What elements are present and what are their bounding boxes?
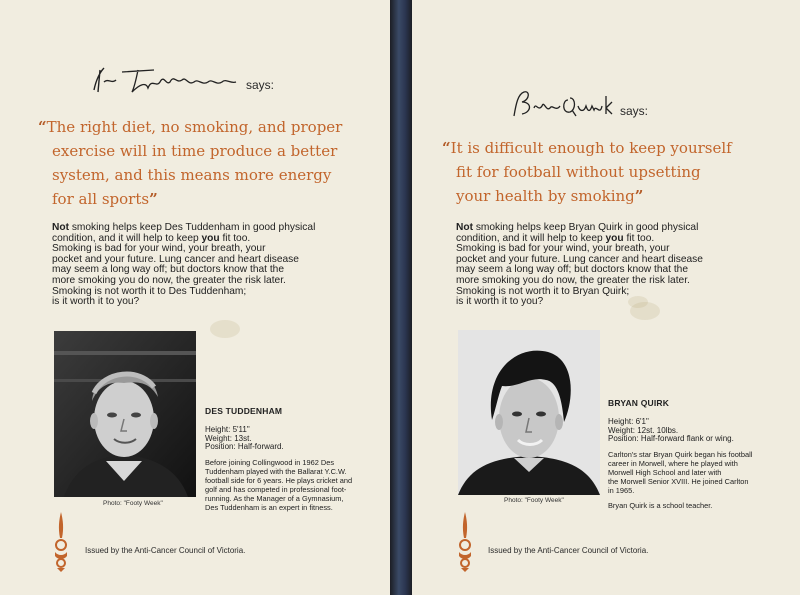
- open-quote-mark: “: [442, 139, 451, 157]
- paper-stain: [210, 320, 240, 338]
- body-line: more smoking you do now, the greater the risk later.: [52, 274, 286, 286]
- body-line: condition, and it will help to keep: [52, 232, 202, 244]
- player-occupation: Bryan Quirk is a school teacher.: [608, 500, 713, 510]
- body-line: is it worth it to you?: [456, 296, 544, 308]
- player-height: Height: 6'1": [608, 417, 649, 426]
- body-line: Smoking is bad for your wind, your breath, your: [456, 243, 670, 255]
- body-line: may seem a long way off; but doctors know that the: [456, 264, 688, 276]
- body-line: fit too.: [219, 232, 251, 244]
- history-line: football side for 6 years. He plays cricket and: [205, 475, 353, 485]
- history-line: Des Tuddenham is an expert in fitness.: [205, 502, 333, 512]
- des-tuddenham-card: [0, 0, 390, 595]
- open-quote-mark: “: [38, 118, 47, 136]
- quote-line: The right diet, no smoking, and proper: [46, 118, 343, 136]
- history-line: Before joining Collingwood in 1962 Des: [205, 457, 335, 467]
- body-bold-word: Not: [456, 222, 473, 233]
- player-bio: [205, 406, 385, 512]
- body-line: pocket and your future. Lung cancer and heart disease: [52, 253, 299, 265]
- issuer-text: Issued by the Anti-Cancer Council of Victoria.: [488, 546, 649, 555]
- body-line: condition, and it will help to keep: [456, 232, 606, 244]
- body-line: pocket and your future. Lung cancer and heart disease: [456, 253, 703, 265]
- body-bold-word: Not: [52, 222, 69, 233]
- quote-line: It is difficult enough to keep yourself: [450, 139, 732, 157]
- history-line: Morwell High School and later with: [608, 467, 722, 477]
- player-position: Position: Half-forward.: [205, 442, 284, 452]
- body-bold-word: you: [201, 232, 220, 244]
- body-line: smoking helps keep Des Tuddenham in good physical: [68, 222, 316, 233]
- player-bio: [608, 398, 796, 510]
- quote-line: system, and this means more energy: [52, 166, 332, 184]
- body-line: may seem a long way off; but doctors know that the: [52, 264, 284, 276]
- says-label: says:: [246, 78, 275, 92]
- history-line: the Morwell Senior XVIII. He joined Carlton: [608, 476, 749, 486]
- body-line: smoking helps keep Bryan Quirk in good physical: [472, 222, 699, 233]
- body-line: Smoking is bad for your wind, your breath, your: [52, 243, 266, 255]
- body-bold-word: you: [605, 232, 624, 244]
- pull-quote: [442, 136, 732, 208]
- pull-quote: [38, 115, 342, 211]
- quote-line: your health by smoking: [456, 187, 635, 205]
- player-height: Height: 5'11": [205, 425, 250, 434]
- close-quote-mark: ”: [634, 187, 644, 205]
- body-line: Smoking is not worth it to Bryan Quirk;: [456, 285, 630, 297]
- body-paragraph: [456, 223, 703, 308]
- body-line: fit too.: [623, 232, 655, 244]
- signature-row: [90, 60, 274, 96]
- player-photo: [458, 330, 600, 495]
- close-quote-mark: ”: [149, 190, 158, 208]
- says-label: says:: [620, 104, 649, 118]
- quote-line: exercise will in time produce a better: [52, 142, 338, 160]
- quote-line: fit for football without upsetting: [456, 163, 701, 181]
- history-line: running. As the Manager of a Gymnasium,: [205, 493, 344, 503]
- player-position: Position: Half-forward flank or wing.: [608, 434, 734, 444]
- body-paragraph: [52, 223, 315, 308]
- photo-credit: Photo: "Footy Week": [103, 500, 163, 507]
- history-line: Carlton's star Bryan Quirk began his football: [608, 449, 753, 459]
- player-name: DES TUDDENHAM: [205, 406, 283, 416]
- player-history: [205, 458, 385, 512]
- photo-credit: Photo: "Footy Week": [504, 497, 564, 504]
- torch-emblem-icon: [52, 512, 70, 577]
- bryan-quirk-card: [412, 0, 800, 595]
- torch-emblem-icon: [456, 512, 474, 577]
- player-name: BRYAN QUIRK: [608, 398, 670, 408]
- player-weight: Weight: 12st. 10lbs.: [608, 425, 679, 435]
- issuer-text: Issued by the Anti-Cancer Council of Victoria.: [85, 546, 246, 555]
- body-line: Smoking is not worth it to Des Tuddenham;: [52, 285, 247, 297]
- binding-gap: [390, 0, 412, 595]
- history-line: career in Morwell, where he played with: [608, 458, 738, 468]
- quote-line: for all sports: [52, 190, 150, 208]
- body-line: is it worth it to you?: [52, 296, 140, 308]
- player-history: [608, 450, 796, 495]
- history-line: in 1965.: [608, 485, 635, 495]
- signature-des-tuddenham: [90, 60, 240, 96]
- signature-row: [510, 86, 648, 122]
- body-line: more smoking you do now, the greater the risk later.: [456, 274, 690, 286]
- player-weight: Weight: 13st.: [205, 433, 252, 443]
- player-photo: [54, 331, 196, 497]
- history-line: Tuddenham played with the Ballarat Y.C.W.: [205, 466, 347, 476]
- history-line: golf and has competed in professional foot-: [205, 484, 347, 494]
- signature-bryan-quirk: [510, 86, 614, 122]
